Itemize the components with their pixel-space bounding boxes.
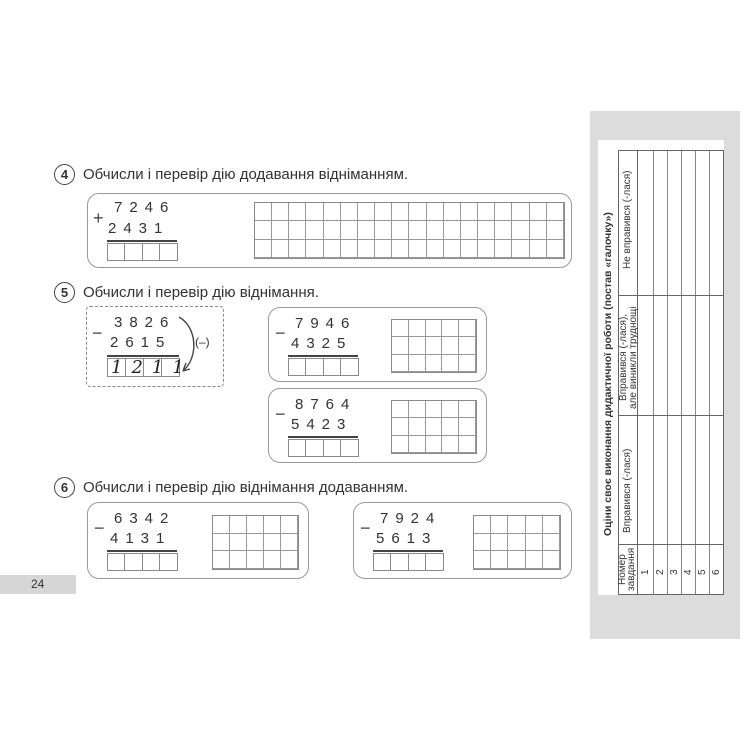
operand-2: 2615 [110, 334, 172, 351]
self-evaluation-table-area [598, 140, 724, 595]
header-task-number-line1: Номер [617, 554, 628, 585]
task-6-header [54, 477, 408, 498]
row-number: 3 [669, 569, 680, 575]
operand-2: 5613 [376, 530, 438, 547]
difference-line [288, 355, 358, 357]
operand-1: 7946 [295, 315, 357, 332]
check-grid[interactable] [254, 202, 565, 259]
task-title: Обчисли і перевір дію віднімання. [83, 284, 319, 301]
example-answer: 1211 [111, 357, 193, 378]
task-5-header [54, 282, 319, 303]
self-evaluation-table [618, 150, 724, 595]
operator-sign: + [93, 208, 104, 228]
operator-sign: − [94, 518, 105, 538]
answer-cells[interactable] [288, 358, 358, 375]
task-title: Обчисли і перевір дію додавання відніманням. [83, 166, 409, 183]
answer-cells[interactable] [373, 553, 443, 570]
answer-cells[interactable] [107, 243, 177, 260]
header-task-number-line2: завдання [626, 547, 637, 591]
check-grid[interactable] [212, 515, 299, 570]
difference-line [373, 550, 443, 552]
check-operation-label: (–) [195, 335, 210, 349]
answer-cells[interactable] [288, 439, 358, 456]
check-grid[interactable] [473, 515, 561, 570]
header-failed: Не вправився (-лася) [622, 170, 633, 269]
operand-1: 6342 [114, 510, 176, 527]
header-difficult-line2: але виникли труднощі [628, 306, 639, 409]
difference-line [107, 550, 177, 552]
operator-sign: − [275, 323, 286, 343]
task-6-calc-b-panel [353, 502, 572, 579]
operator-sign: − [275, 404, 286, 424]
operand-2: 2431 [108, 220, 170, 237]
row-number: 1 [640, 569, 651, 575]
task-number-badge: 6 [54, 477, 75, 498]
check-grid[interactable] [391, 400, 477, 454]
header-done: Вправився (-лася) [622, 448, 633, 533]
operator-sign: − [92, 323, 103, 343]
answer-cells[interactable] [107, 553, 177, 570]
row-number: 5 [697, 569, 708, 575]
row-number: 2 [655, 569, 666, 575]
operand-2: 4131 [110, 530, 172, 547]
operand-1: 7246 [114, 199, 176, 216]
task-5-calc-a-panel [268, 307, 487, 382]
task-6-calc-a-panel [87, 502, 309, 579]
task-5-calc-b-panel [268, 388, 487, 463]
operand-1: 8764 [295, 396, 357, 413]
sum-line [107, 240, 177, 242]
task-5-example-panel [86, 306, 224, 387]
operator-sign: − [360, 518, 371, 538]
header-difficult-line1: Вправився (-лася), [618, 313, 629, 401]
difference-line [288, 436, 358, 438]
task-number-badge: 4 [54, 164, 75, 185]
page-number: 24 [0, 575, 76, 594]
sidebar-title: Оціни своє виконання дидактичної роботи (постав «галочку») [602, 212, 614, 536]
operand-2: 4325 [291, 335, 353, 352]
task-title: Обчисли і перевір дію віднімання додаванням. [83, 479, 409, 496]
row-number: 6 [711, 569, 722, 575]
operand-1: 7924 [380, 510, 442, 527]
row-number: 4 [683, 569, 694, 575]
task-4-panel [87, 193, 572, 268]
check-grid[interactable] [391, 319, 477, 373]
task-4-header [54, 164, 408, 185]
operand-1: 3826 [114, 314, 176, 331]
operand-2: 5423 [291, 416, 353, 433]
task-number-badge: 5 [54, 282, 75, 303]
